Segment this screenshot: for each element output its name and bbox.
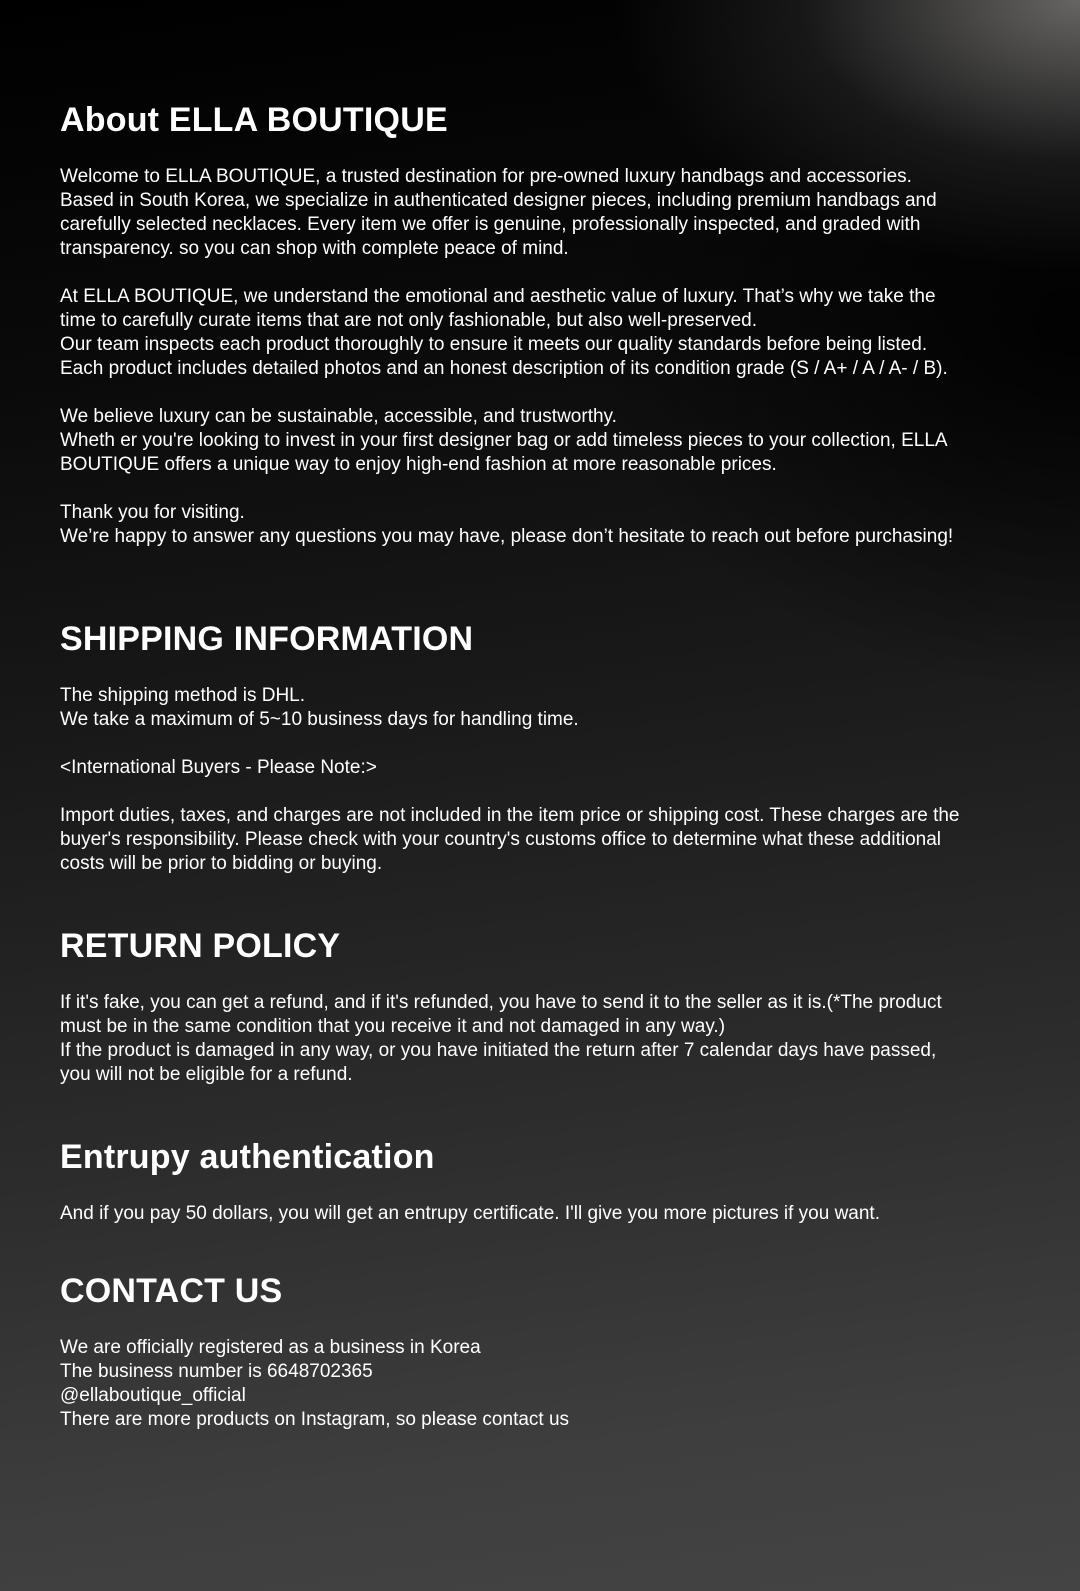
- about-paragraph-3: We believe luxury can be sustainable, accessible, and trustworthy. Wheth er you're looking to invest in your first designer bag or add timeless pieces to your collection, ELLA BOUTIQUE offers a unique way to enjoy high-end fashion at more reasonable prices.: [60, 406, 948, 475]
- shipping-section: [60, 619, 1020, 876]
- return-policy-title: RETURN POLICY: [60, 927, 341, 965]
- entrupy-section: [60, 1137, 1020, 1226]
- entrupy-title: Entrupy authentication: [60, 1138, 435, 1176]
- about-paragraph-1: Welcome to ELLA BOUTIQUE, a trusted destination for pre-owned luxury handbags and accessories. Based in South Korea, we specialize in authenticated designer pieces, including premium handbags and carefully selected necklaces. Every item we offer is genuine, professionally inspected, and graded with transparency. so you can shop with complete peace of mind.: [60, 166, 937, 259]
- about-paragraph-4: Thank you for visiting. We’re happy to answer any questions you may have, please don’t hesitate to reach out before purchasing!: [60, 502, 954, 547]
- about-section: [60, 100, 1020, 549]
- return-policy-section: [60, 926, 1020, 1087]
- shipping-paragraph-1: The shipping method is DHL. We take a maximum of 5~10 business days for handling time.: [60, 685, 579, 730]
- about-paragraph-2: At ELLA BOUTIQUE, we understand the emotional and aesthetic value of luxury. That’s why we take the time to carefully curate items that are not only fashionable, but also well-preserved. Our team inspects each product thoroughly to ensure it meets our quality standards before being listed. Each product includes detailed photos and an honest description of its condition grade (S / A+ / A / A- / B).: [60, 286, 948, 379]
- shipping-international-note: <International Buyers - Please Note:>: [60, 757, 377, 778]
- shipping-title: SHIPPING INFORMATION: [60, 620, 474, 658]
- entrupy-paragraph: And if you pay 50 dollars, you will get an entrupy certificate. I'll give you more pictures if you want.: [60, 1203, 880, 1224]
- return-policy-paragraph: If it's fake, you can get a refund, and if it's refunded, you have to send it to the seller as it is.(*The product must be in the same condition that you receive it and not damaged in any way.) If the product is damaged in any way, or you have initiated the return after 7 calendar days have passed, you will not be eligible for a refund.: [60, 992, 942, 1085]
- about-title: About ELLA BOUTIQUE: [60, 101, 448, 139]
- contact-paragraph: We are officially registered as a business in Korea The business number is 6648702365 @ellaboutique_official There are more products on Instagram, so please contact us: [60, 1337, 570, 1430]
- contact-title: CONTACT US: [60, 1272, 283, 1310]
- contact-section: [60, 1271, 1020, 1432]
- shipping-paragraph-3: Import duties, taxes, and charges are not included in the item price or shipping cost. These charges are the buyer's responsibility. Please check with your country's customs office to determine what these additional costs will be prior to bidding or buying.: [60, 805, 960, 874]
